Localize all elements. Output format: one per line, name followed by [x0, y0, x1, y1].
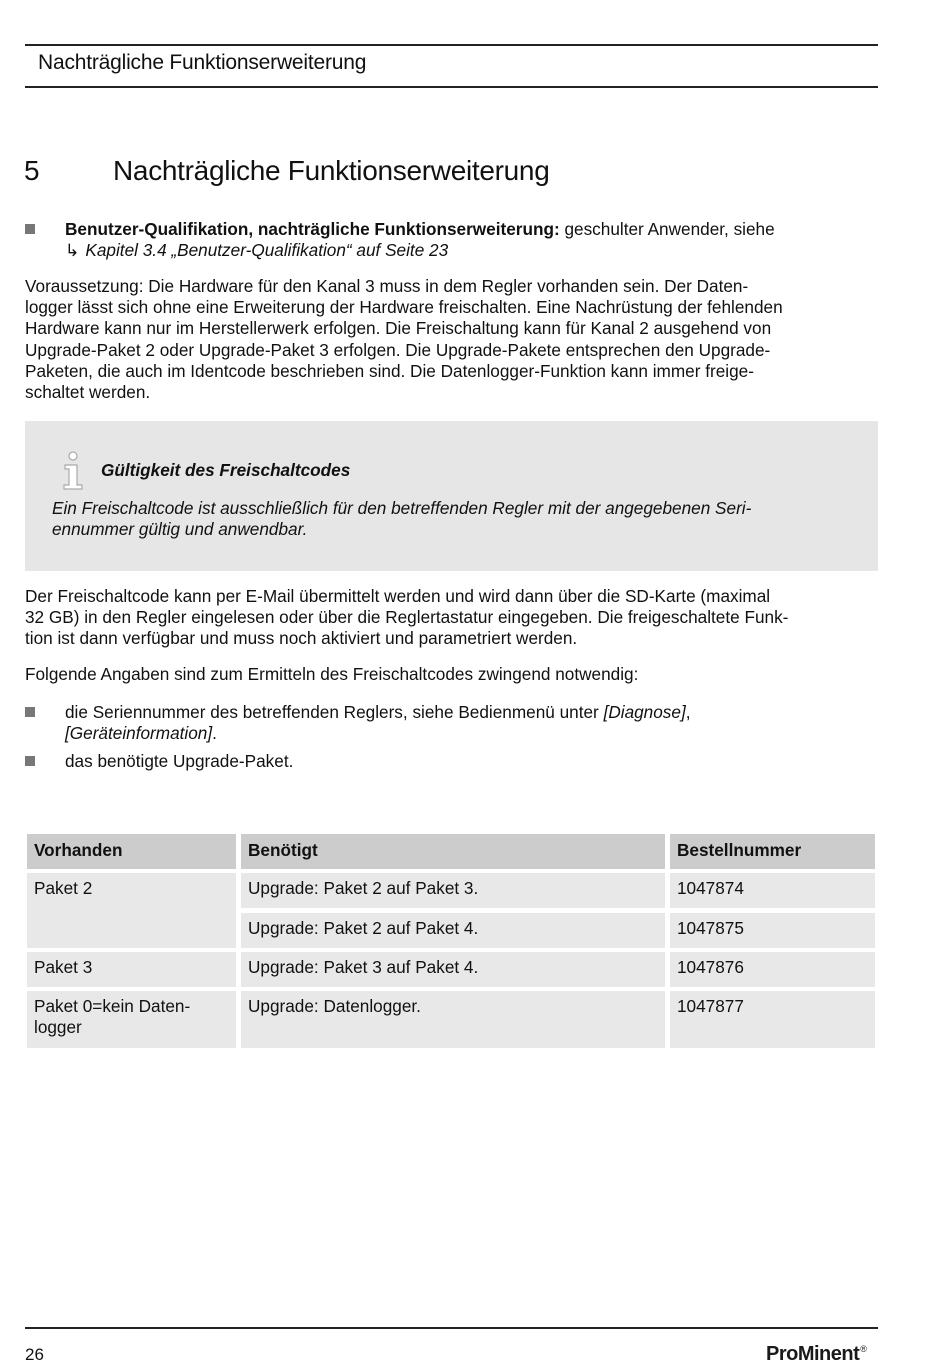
bullet-square-icon	[25, 756, 35, 766]
menu-path-geraeteinformation: [Geräteinformation]	[65, 723, 213, 744]
table-cell-benoetigt: Upgrade: Datenlogger.	[241, 991, 665, 1048]
qualification-label: Benutzer-Qualifikation, nachträgliche Funktionserweiterung:	[65, 219, 560, 239]
header-bottom-rule	[25, 86, 878, 88]
text-line: ennummer gültig und anwendbar.	[52, 519, 308, 540]
info-note-box	[25, 421, 878, 571]
table-cell-vorhanden: Paket 3	[27, 952, 236, 987]
chapter-number: 5	[24, 155, 40, 186]
prerequisite-paragraph	[25, 276, 885, 403]
table-cell-bestellnummer: 1047877	[670, 991, 875, 1048]
text-line: tion ist dann verfügbar und muss noch aktiviert und parametriert werden.	[25, 628, 578, 649]
text-line: 32 GB) in den Regler eingelesen oder über die Reglertastatur eingegeben. Die freigeschaltete Funk-	[25, 607, 789, 628]
text-line: Ein Freischaltcode ist ausschließlich für den betreffenden Regler mit der angegebenen Seri-	[52, 498, 752, 518]
table-header-vorhanden: Vorhanden	[27, 834, 236, 869]
bullet-square-icon	[25, 224, 35, 234]
cross-reference-link[interactable]: Kapitel 3.4 „Benutzer-Qualifikation“ auf Seite 23	[85, 240, 449, 261]
list-item-upgrade-package: das benötigte Upgrade-Paket.	[65, 751, 294, 771]
text-line: logger lässt sich ohne eine Erweiterung der Hardware freischalten. Eine Nachrüstung der fehlenden	[25, 297, 783, 318]
text-line: Voraussetzung: Die Hardware für den Kanal 3 muss in dem Regler vorhanden sein. Der Daten-	[25, 276, 749, 296]
note-title: Gültigkeit des Freischaltcodes	[101, 460, 351, 480]
table-cell-vorhanden: Paket 0=kein Daten- logger	[27, 991, 236, 1048]
required-intro: Folgende Angaben sind zum Ermitteln des Freischaltcodes zwingend notwendig:	[25, 664, 639, 684]
table-header-benoetigt: Benötigt	[241, 834, 665, 869]
page-number: 26	[25, 1345, 44, 1364]
running-header-title: Nachträgliche Funktionserweiterung	[38, 51, 367, 74]
table-cell-vorhanden: Paket 2	[27, 873, 236, 948]
text-line: Der Freischaltcode kann per E-Mail übermittelt werden und wird dann über die SD-Karte (maximal	[25, 586, 771, 606]
list-item-serial-number: die Seriennummer des betreffenden Reglers, siehe Bedienmenü unter [Diagnose], [Geräteinformation].	[65, 702, 691, 744]
bullet-square-icon	[25, 707, 35, 717]
table-cell-bestellnummer: 1047876	[670, 952, 875, 987]
transmission-paragraph	[25, 586, 885, 650]
table-cell-benoetigt: Upgrade: Paket 2 auf Paket 4.	[241, 913, 665, 948]
text-line: Upgrade-Paket 2 oder Upgrade-Paket 3 erfolgen. Die Upgrade-Pakete entsprechen den Upgrade-	[25, 339, 771, 360]
text-line: schaltet werden.	[25, 382, 151, 403]
text-line: Hardware kann nur im Herstellerwerk erfolgen. Die Freischaltung kann für Kanal 2 ausgehend von	[25, 318, 772, 339]
qualification-text: geschulter Anwender, siehe	[559, 219, 775, 239]
chapter-title: Nachträgliche Funktionserweiterung	[113, 155, 550, 186]
table-cell-benoetigt: Upgrade: Paket 3 auf Paket 4.	[241, 952, 665, 987]
table-header-bestellnummer: Bestellnummer	[670, 834, 875, 869]
table-cell-bestellnummer: 1047874	[670, 873, 875, 908]
footer-rule	[25, 1327, 878, 1329]
header-top-rule	[25, 44, 878, 46]
table-cell-benoetigt: Upgrade: Paket 2 auf Paket 3.	[241, 873, 665, 908]
qualification-paragraph	[65, 219, 865, 261]
menu-path-diagnose: [Diagnose]	[603, 702, 686, 722]
table-cell-bestellnummer: 1047875	[670, 913, 875, 948]
prominent-logo: ProMinent®	[766, 1343, 867, 1365]
info-icon	[60, 451, 86, 491]
note-text	[52, 498, 852, 541]
text-line: Paketen, die auch im Identcode beschrieben sind. Die Datenlogger-Funktion kann immer freige-	[25, 360, 754, 381]
cross-reference-arrow-icon: ↳	[65, 240, 80, 261]
